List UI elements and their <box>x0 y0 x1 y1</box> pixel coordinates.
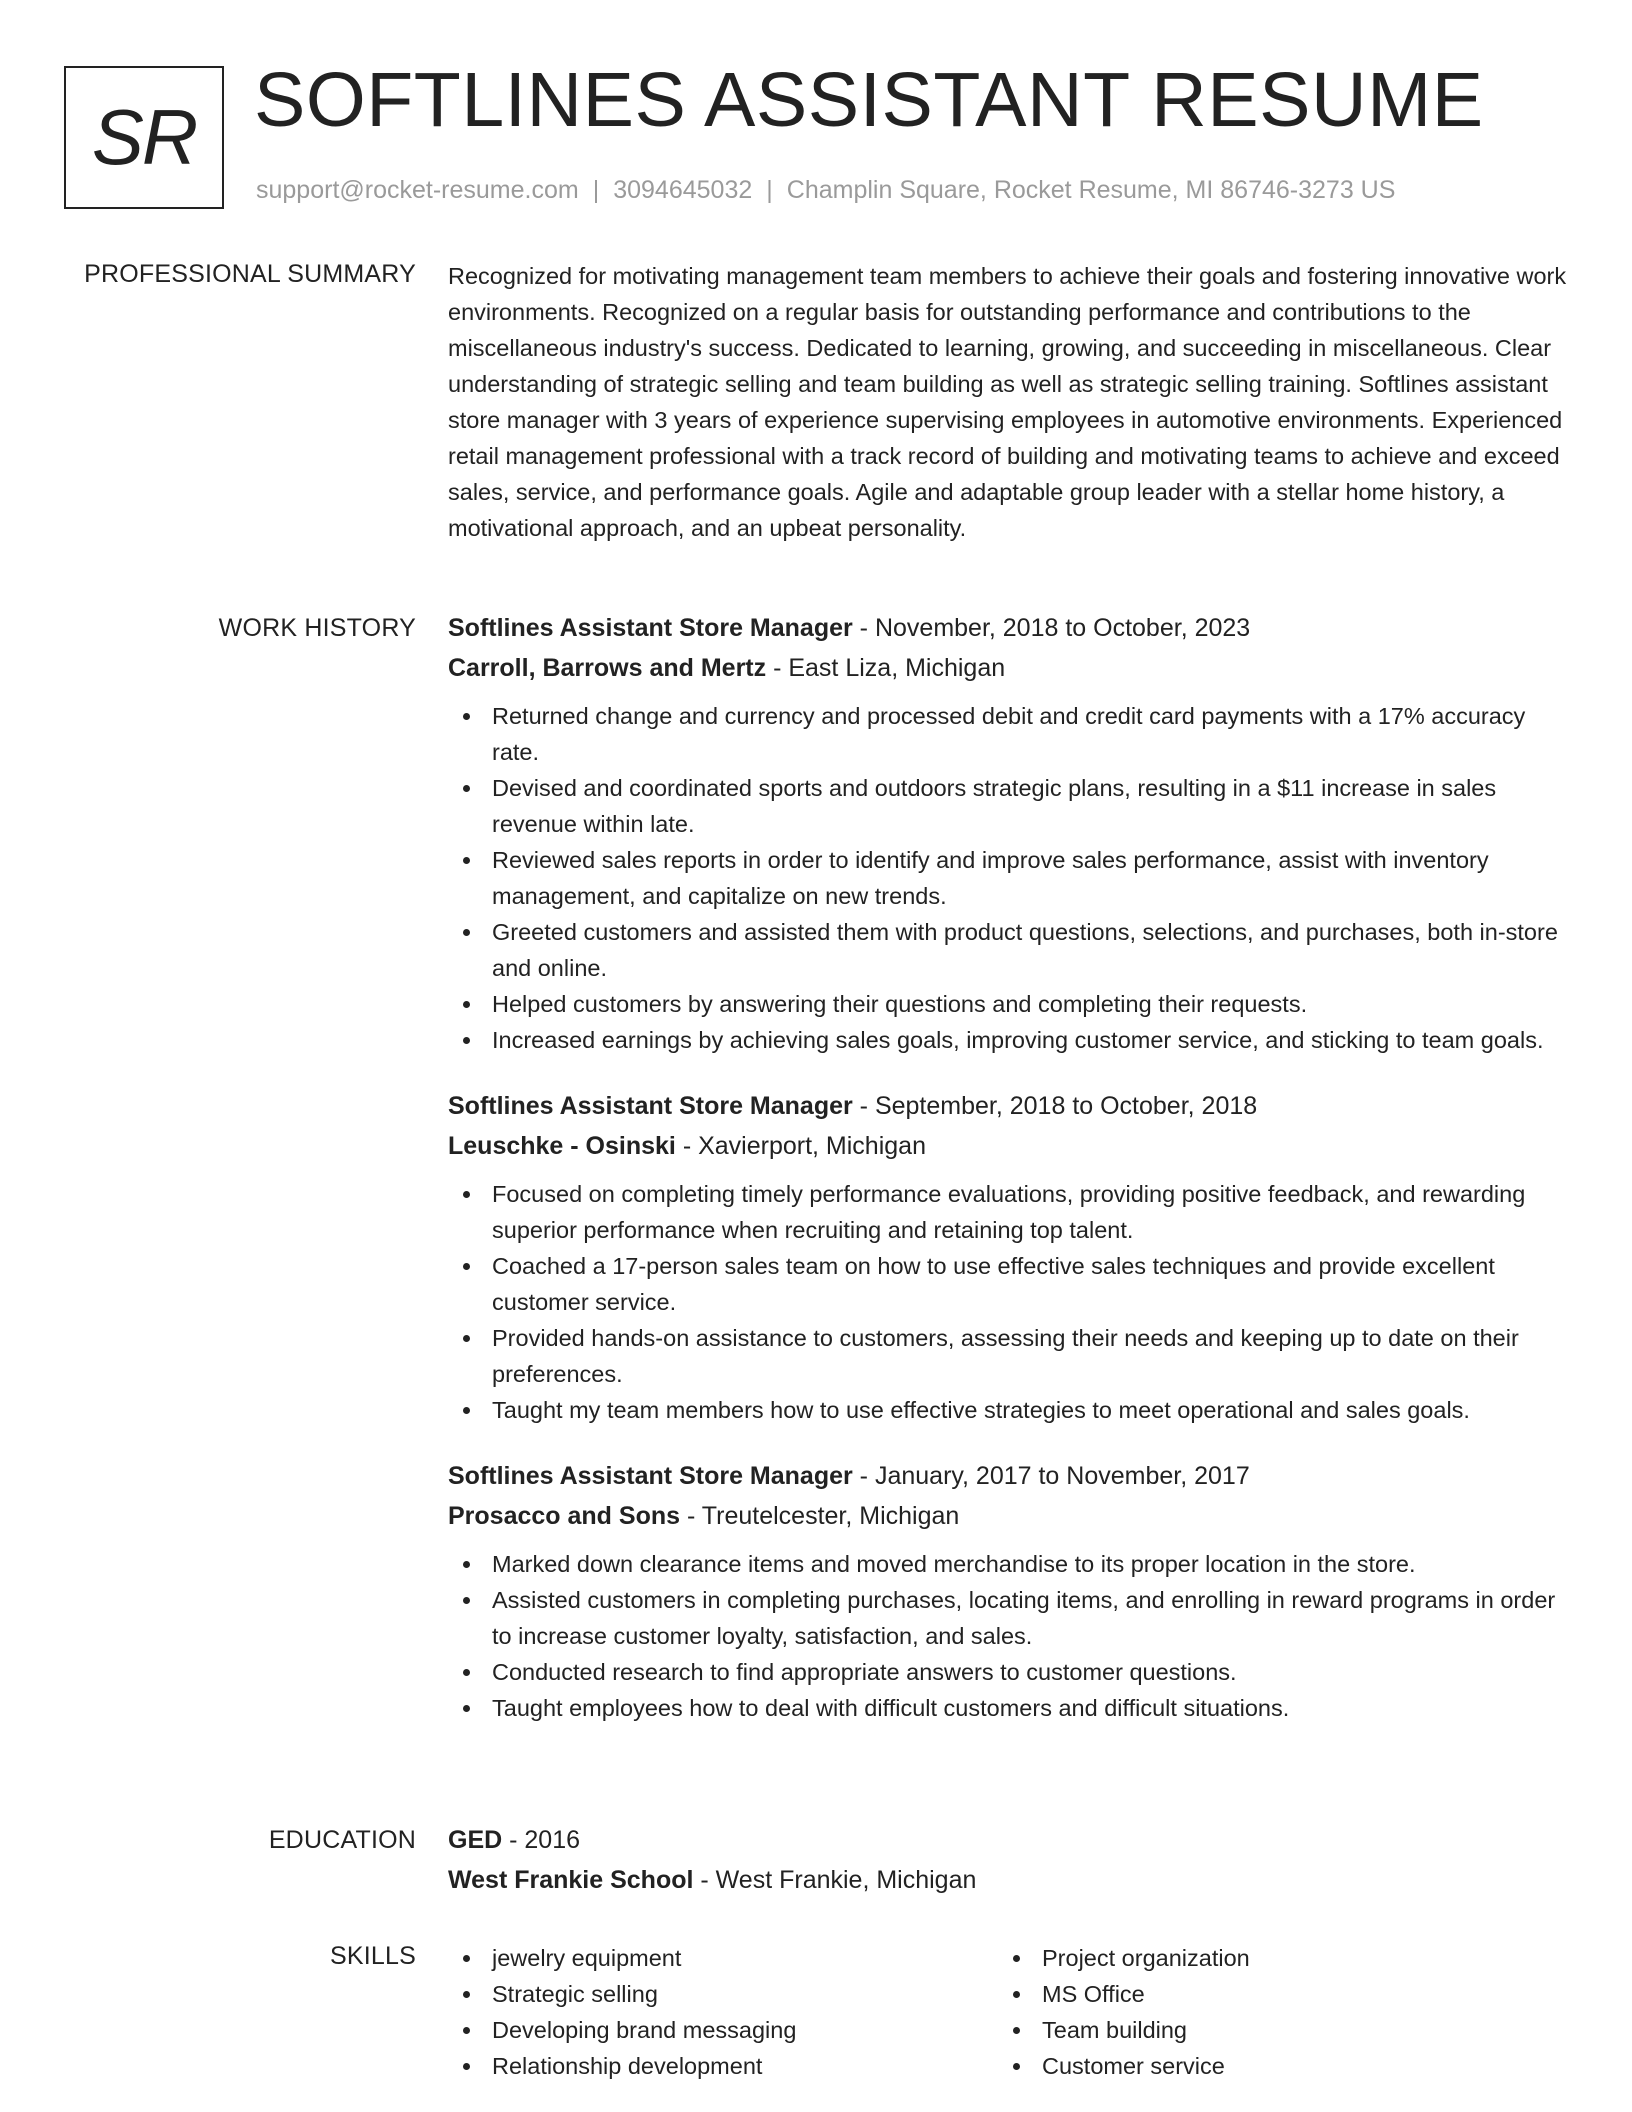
job-title: Softlines Assistant Store Manager <box>448 1462 853 1490</box>
job-company: Carroll, Barrows and Mertz <box>448 654 767 682</box>
education-school: West Frankie School <box>448 1866 694 1894</box>
list-item: Helped customers by answering their questions and completing their requests. <box>448 986 1568 1022</box>
list-item: Focused on completing timely performance evaluations, providing positive feedback, and rewarding superior performance when recruiting and retaining top talent. <box>448 1176 1568 1248</box>
section-label-education: EDUCATION <box>268 1826 416 1854</box>
list-item: Coached a 17-person sales team on how to use effective sales techniques and provide excellent customer service. <box>448 1248 1568 1320</box>
list-item: Taught my team members how to use effective strategies to meet operational and sales goals. <box>448 1392 1568 1428</box>
job-company: Leuschke - Osinski <box>448 1132 676 1160</box>
job-dates: - September, 2018 to October, 2018 <box>852 1092 1258 1120</box>
list-item: Taught employees how to deal with difficult customers and difficult situations. <box>448 1690 1568 1726</box>
skill-item: Team building <box>998 2012 1548 2048</box>
list-item: Assisted customers in completing purchases, locating items, and enrolling in reward programs in order to increase customer loyalty, satisfaction, and sales. <box>448 1582 1568 1654</box>
skills-body <box>448 1940 1568 2084</box>
job-dates: - November, 2018 to October, 2023 <box>852 614 1251 642</box>
list-item: Increased earnings by achieving sales goals, improving customer service, and sticking to team goals. <box>448 1022 1568 1058</box>
job-company-line <box>448 648 1568 688</box>
job-title-line <box>448 1456 1568 1496</box>
job-title: Softlines Assistant Store Manager <box>448 1092 853 1120</box>
contact-email[interactable]: support@rocket-resume.com <box>256 176 579 204</box>
list-item: Devised and coordinated sports and outdoors strategic plans, resulting in a $11 increase in sales revenue within late. <box>448 770 1568 842</box>
job-location: - Xavierport, Michigan <box>675 1132 926 1160</box>
section-label-summary: PROFESSIONAL SUMMARY <box>84 260 416 288</box>
education-body <box>448 1820 1568 1900</box>
list-item: Provided hands-on assistance to customers, assessing their needs and keeping up to date on their preferences. <box>448 1320 1568 1392</box>
job-bullets <box>448 1176 1568 1428</box>
list-item: Reviewed sales reports in order to identify and improve sales performance, assist with inventory management, and capitalize on new trends. <box>448 842 1568 914</box>
contact-separator: | <box>766 176 773 204</box>
contact-address: Champlin Square, Rocket Resume, MI 86746-3273 US <box>786 176 1396 204</box>
list-item: Greeted customers and assisted them with product questions, selections, and purchases, both in-store and online. <box>448 914 1568 986</box>
monogram-logo: SR <box>64 66 224 209</box>
work-history-body <box>448 608 1568 1726</box>
section-label-work-history: WORK HISTORY <box>218 614 416 642</box>
job-dates: - January, 2017 to November, 2017 <box>852 1462 1250 1490</box>
job-entry <box>448 1086 1568 1428</box>
job-title: Softlines Assistant Store Manager <box>448 614 853 642</box>
list-item: Conducted research to find appropriate answers to customer questions. <box>448 1654 1568 1690</box>
job-location: - Treutelcester, Michigan <box>680 1502 960 1530</box>
skill-item: Project organization <box>998 1940 1548 1976</box>
list-item: Marked down clearance items and moved merchandise to its proper location in the store. <box>448 1546 1568 1582</box>
skills-list-right <box>998 1940 1548 2084</box>
education-location: - West Frankie, Michigan <box>693 1866 977 1894</box>
job-company: Prosacco and Sons <box>448 1502 681 1530</box>
job-title-line <box>448 608 1568 648</box>
job-company-line <box>448 1126 1568 1166</box>
job-bullets <box>448 1546 1568 1726</box>
resume-title: SOFTLINES ASSISTANT RESUME <box>254 57 1484 143</box>
education-school-line <box>448 1860 1568 1900</box>
job-bullets <box>448 698 1568 1058</box>
skill-item: Developing brand messaging <box>448 2012 998 2048</box>
contact-phone[interactable]: 3094645032 <box>613 176 753 204</box>
skills-list-left <box>448 1940 998 2084</box>
education-degree: GED <box>448 1826 503 1854</box>
summary-body <box>448 258 1568 546</box>
section-label-skills: SKILLS <box>330 1942 416 1970</box>
job-company-line <box>448 1496 1568 1536</box>
skill-item: MS Office <box>998 1976 1548 2012</box>
job-location: - East Liza, Michigan <box>766 654 1006 682</box>
skill-item: Strategic selling <box>448 1976 998 2012</box>
job-entry <box>448 1456 1568 1726</box>
summary-text: Recognized for motivating management team members to achieve their goals and fostering innovative work environments. Recognized on a regular basis for outstanding performance and contributions to the miscellaneous industry's success. Dedicated to learning, growing, and succeeding in miscellaneous. Clear understanding of strategic selling and team building as well as strategic selling training. Softlines assistant store manager with 3 years of experience supervising employees in automotive environments. Experienced retail management professional with a track record of building and motivating teams to achieve and exceed sales, service, and performance goals. Agile and adaptable group leader with a stellar home history, a motivational approach, and an upbeat personality. <box>448 263 1567 541</box>
list-item: Returned change and currency and processed debit and credit card payments with a 17% accuracy rate. <box>448 698 1568 770</box>
job-entry <box>448 608 1568 1058</box>
contact-line <box>256 176 1395 205</box>
contact-separator: | <box>592 176 600 204</box>
skill-item: Relationship development <box>448 2048 998 2084</box>
job-title-line <box>448 1086 1568 1126</box>
skill-item: Customer service <box>998 2048 1548 2084</box>
education-year: - 2016 <box>502 1826 581 1854</box>
skill-item: jewelry equipment <box>448 1940 998 1976</box>
education-degree-line <box>448 1820 1568 1860</box>
